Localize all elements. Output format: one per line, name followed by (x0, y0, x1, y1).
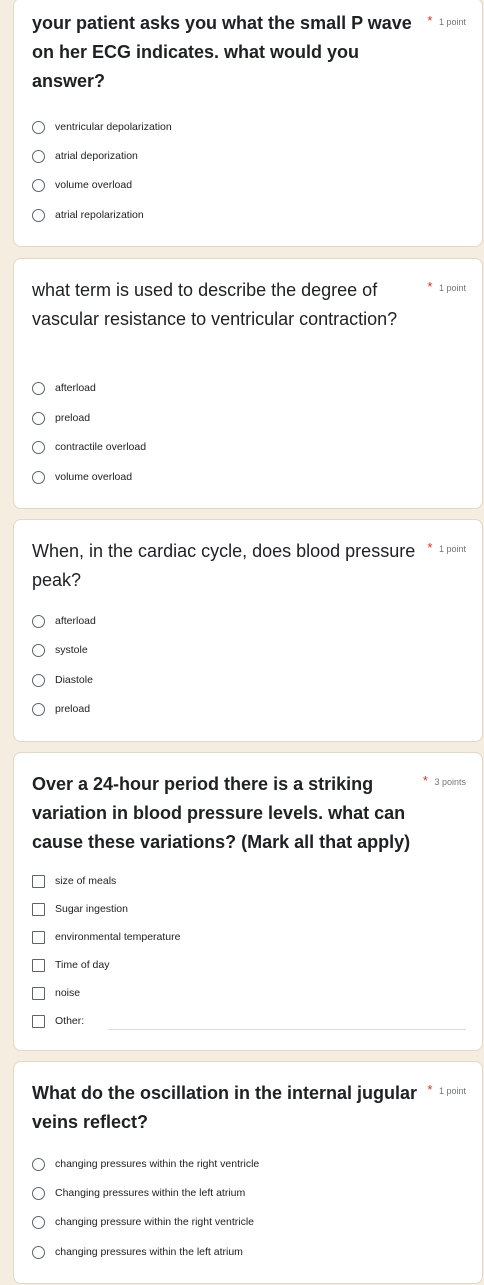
checkbox-icon[interactable] (32, 987, 45, 1000)
radio-button-icon[interactable] (32, 471, 45, 484)
points-label: 1 point (438, 283, 466, 293)
radio-button-icon[interactable] (32, 703, 45, 716)
option-label: systole (55, 644, 88, 656)
option-label: ventricular depolarization (55, 121, 172, 133)
radio-option[interactable] (32, 1212, 254, 1232)
radio-option[interactable] (32, 378, 96, 398)
radio-button-icon[interactable] (32, 150, 45, 163)
radio-button-icon[interactable] (32, 209, 45, 222)
radio-option[interactable] (32, 437, 146, 457)
points-label: 1 point (438, 17, 466, 27)
option-label: atrial repolarization (55, 209, 144, 221)
question-title: What do the oscillation in the internal jugular veins reflect? (32, 1083, 418, 1132)
radio-button-icon[interactable] (32, 179, 45, 192)
question-points (427, 1082, 466, 1097)
option-label: Time of day (55, 959, 110, 971)
radio-button-icon[interactable] (32, 382, 45, 395)
points-label: 3 points (434, 777, 466, 787)
radio-button-icon[interactable] (32, 1158, 45, 1171)
option-label: afterload (55, 615, 96, 627)
radio-option[interactable] (32, 640, 88, 660)
radio-button-icon[interactable] (32, 441, 45, 454)
question-title: your patient asks you what the small P wave on her ECG indicates. what would you answer? (32, 13, 412, 91)
radio-option[interactable] (32, 175, 132, 195)
option-label: changing pressure within the right ventricle (55, 1216, 255, 1228)
checkbox-option-other[interactable] (32, 1011, 84, 1031)
question-title: Over a 24-hour period there is a striking variation in blood pressure levels. what can cause these variations? (Mark all that apply) (32, 774, 411, 852)
radio-option[interactable] (32, 467, 132, 487)
option-label: preload (55, 412, 91, 424)
other-text-input[interactable] (108, 1017, 466, 1030)
option-label: volume overload (55, 471, 133, 483)
radio-button-icon[interactable] (32, 644, 45, 657)
checkbox-icon[interactable] (32, 959, 45, 972)
points-label: 1 point (438, 544, 466, 554)
checkbox-icon[interactable] (32, 931, 45, 944)
required-asterisk-icon: * (422, 773, 428, 788)
radio-option[interactable] (32, 670, 93, 690)
required-asterisk-icon: * (427, 1082, 433, 1097)
option-label: Sugar ingestion (55, 903, 128, 915)
radio-button-icon[interactable] (32, 412, 45, 425)
checkbox-icon[interactable] (32, 903, 45, 916)
option-label: size of meals (55, 875, 117, 887)
required-asterisk-icon: * (427, 13, 433, 28)
question-points (427, 540, 466, 555)
checkbox-option[interactable] (32, 927, 180, 947)
option-label: changing pressures within the right ventricle (55, 1158, 260, 1170)
checkbox-icon[interactable] (32, 875, 45, 888)
option-label: atrial deporization (55, 150, 138, 162)
option-label: changing pressures within the left atrium (55, 1246, 243, 1258)
option-label: volume overload (55, 179, 133, 191)
radio-option[interactable] (32, 117, 172, 137)
radio-option[interactable] (32, 1183, 245, 1203)
radio-button-icon[interactable] (32, 674, 45, 687)
checkbox-option[interactable] (32, 899, 128, 919)
question-points (423, 773, 466, 788)
radio-option[interactable] (32, 146, 138, 166)
option-label: Other: (55, 1015, 85, 1027)
checkbox-option[interactable] (32, 983, 80, 1003)
radio-option[interactable] (32, 1154, 259, 1174)
required-asterisk-icon: * (427, 279, 433, 294)
question-title: what term is used to describe the degree of vascular resistance to ventricular contraction? (32, 280, 398, 329)
radio-option[interactable] (32, 699, 90, 719)
radio-button-icon[interactable] (32, 1216, 45, 1229)
radio-button-icon[interactable] (32, 1246, 45, 1259)
option-label: Diastole (55, 674, 93, 686)
option-label: environmental temperature (55, 931, 181, 943)
points-label: 1 point (438, 1086, 466, 1096)
radio-button-icon[interactable] (32, 615, 45, 628)
checkbox-option[interactable] (32, 955, 109, 975)
question-points (427, 13, 466, 28)
question-card-2 (13, 258, 483, 509)
checkbox-icon[interactable] (32, 1015, 45, 1028)
option-label: Changing pressures within the left atrium (55, 1187, 246, 1199)
question-card-4 (13, 752, 483, 1051)
radio-option[interactable] (32, 611, 96, 631)
question-points (427, 279, 466, 294)
radio-option[interactable] (32, 1242, 243, 1262)
required-asterisk-icon: * (427, 540, 433, 555)
option-label: preload (55, 703, 91, 715)
question-title: When, in the cardiac cycle, does blood pressure peak? (32, 541, 416, 590)
question-card-3 (13, 519, 483, 742)
option-label: afterload (55, 382, 96, 394)
radio-option[interactable] (32, 205, 144, 225)
radio-option[interactable] (32, 408, 90, 428)
radio-button-icon[interactable] (32, 121, 45, 134)
question-card-5 (13, 1061, 483, 1284)
question-card-1 (13, 0, 483, 247)
radio-button-icon[interactable] (32, 1187, 45, 1200)
option-label: noise (55, 987, 81, 999)
option-label: contractile overload (55, 441, 147, 453)
checkbox-option[interactable] (32, 871, 116, 891)
